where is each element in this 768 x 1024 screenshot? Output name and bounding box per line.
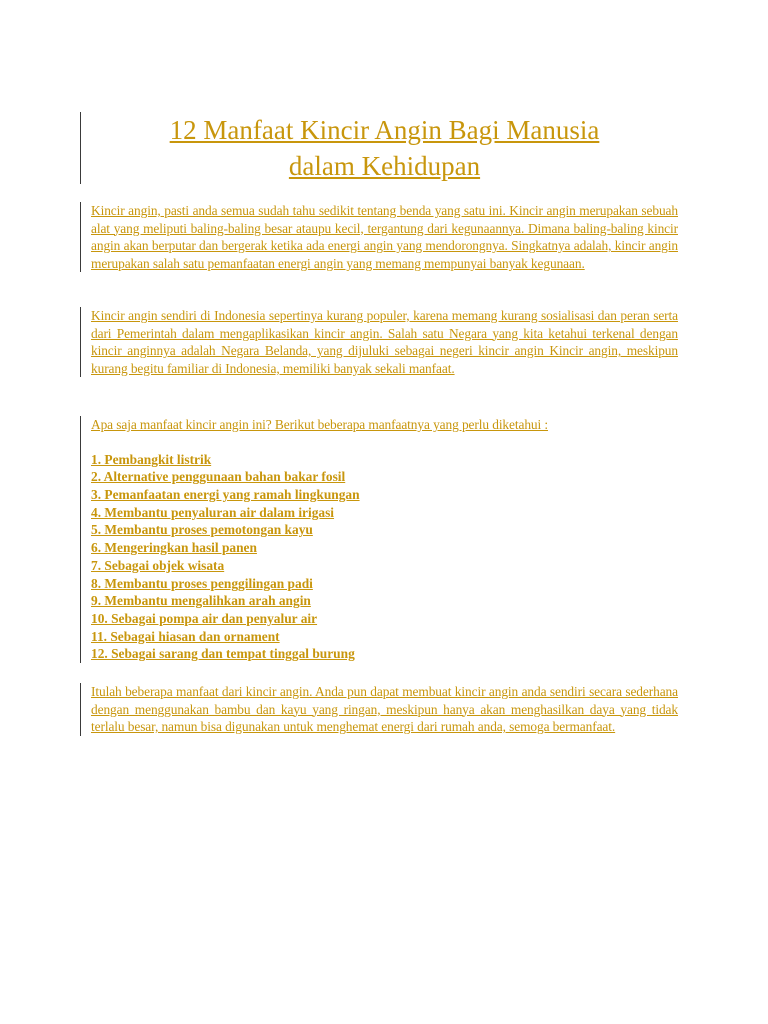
title-block bbox=[80, 112, 678, 184]
list-item: 6. Mengeringkan hasil panen bbox=[91, 540, 257, 556]
paragraph-block-2 bbox=[80, 307, 678, 377]
paragraph-intro: Kincir angin, pasti anda semua sudah tahu sedikit tentang benda yang satu ini. Kincir angin merupakan sebuah alat yang meliputi baling-baling besar ataupu kecil, tergantung dari kegunaannya. Dimana baling-baling kincir angin akan berputar dan bergerak ketika ada energi angin yang mendorongnya. Singkatnya adalah, kincir angin merupakan salah satu pemanfaatan energi angin yang memang mempunyai banyak kegunaan. bbox=[91, 203, 678, 271]
list-item: 4. Membantu penyaluran air dalam irigasi bbox=[91, 504, 335, 520]
title-line-1: 12 Manfaat Kincir Angin Bagi Manusia bbox=[169, 115, 600, 145]
list-item: 8. Membantu proses penggilingan padi bbox=[91, 575, 313, 591]
list-item: 5. Membantu proses pemotongan kayu bbox=[91, 522, 313, 538]
benefits-block bbox=[80, 416, 678, 663]
list-item: 11. Sebagai hiasan dan ornament bbox=[91, 628, 280, 644]
list-item: 1. Pembangkit listrik bbox=[91, 451, 212, 467]
paragraph-indonesia: Kincir angin sendiri di Indonesia sepertinya kurang populer, karena memang kurang sosialisasi dan peran serta dari Pemerintah dalam mengaplikasikan kincir angin. Salah satu Negara yang kita ketahui terkenal dengan kincir anginnya adalah Negara Belanda, yang dijuluki sebagai negeri kincir angin Kincir angin, meskipun kurang begitu familiar di Indonesia, memiliki banyak sekali manfaat. bbox=[91, 308, 678, 376]
paragraph-conclusion: Itulah beberapa manfaat dari kincir angin. Anda pun dapat membuat kincir angin anda sendiri secara sederhana dengan menggunakan bambu dan kayu yang ringan, meskipun hanya akan menghasilkan daya yang tidak terlalu besar, namun bisa digunakan untuk menghemat energi dari rumah anda, semoga bermanfaat. bbox=[91, 684, 678, 735]
paragraph-block-4 bbox=[80, 683, 678, 736]
list-item: 10. Sebagai pompa air dan penyalur air bbox=[91, 610, 318, 626]
title-line-2: dalam Kehidupan bbox=[288, 151, 481, 181]
benefits-intro: Apa saja manfaat kincir angin ini? Berikut beberapa manfaatnya yang perlu diketahui : bbox=[91, 417, 549, 432]
list-item: 7. Sebagai objek wisata bbox=[91, 557, 225, 573]
list-item: 2. Alternative penggunaan bahan bakar fosil bbox=[91, 469, 346, 485]
list-item: 9. Membantu mengalihkan arah angin bbox=[91, 593, 311, 609]
paragraph-block-1 bbox=[80, 202, 678, 272]
benefits-list bbox=[91, 451, 678, 663]
list-item: 3. Pemanfaatan energi yang ramah lingkungan bbox=[91, 487, 360, 502]
page-title bbox=[91, 112, 678, 184]
list-item: 12. Sebagai sarang dan tempat tinggal burung bbox=[91, 646, 355, 662]
